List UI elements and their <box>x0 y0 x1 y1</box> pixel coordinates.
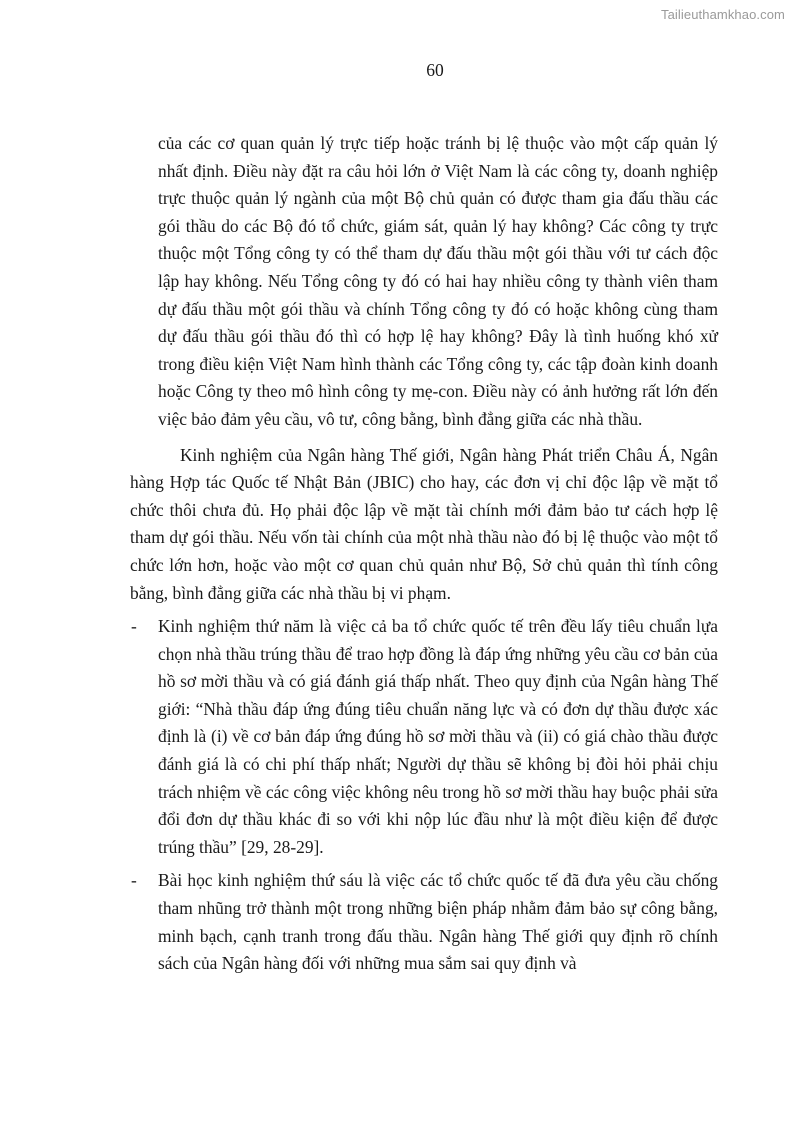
bullet-text: Kinh nghiệm thứ năm là việc cả ba tổ chức quốc tế trên đều lấy tiêu chuẩn lựa chọn nhà thầu trúng thầu để trao hợp đồng là đáp ứng những yêu cầu cơ bản của hồ sơ mời thầu và có giá đánh giá thấp nhất. Theo quy định của Ngân hàng Thế giới: “Nhà thầu đáp ứng đúng tiêu chuẩn năng lực và có đơn dự thầu được xác định là (i) về cơ bản đáp ứng đúng hồ sơ mời thầu và (ii) có giá chào thầu được đánh giá là có chi phí thấp nhất; Người dự thầu sẽ không bị đòi hỏi phải chịu trách nhiệm về các công việc không nêu trong hồ sơ mời thầu hay buộc phải sửa đổi đơn dự thầu khác đi so với khi nộp lúc đầu như là một điều kiện để được trúng thầu” [29, 28-29]. <box>158 616 718 857</box>
bullet-marker: - <box>131 616 137 637</box>
bullet-text: Bài học kinh nghiệm thứ sáu là việc các tổ chức quốc tế đã đưa yêu cầu chống tham nhũng trở thành một trong những biện pháp nhằm đảm bảo sự công bằng, minh bạch, cạnh tranh trong đấu thầu. Ngân hàng Thế giới quy định rõ chính sách của Ngân hàng đối với những mua sắm sai quy định và <box>158 870 718 974</box>
page-number: 60 <box>426 60 444 80</box>
document-body <box>130 130 718 978</box>
paragraph-experience-independence: Kinh nghiệm của Ngân hàng Thế giới, Ngân hàng Phát triển Châu Á, Ngân hàng Hợp tác Quốc tế Nhật Bản (JBIC) cho hay, các đơn vị chỉ độc lập về mặt tổ chức thôi chưa đủ. Họ phải độc lập về mặt tài chính mới đảm bảo tư cách hợp lệ tham dự gói thầu. Nếu vốn tài chính của một nhà thầu nào đó bị lệ thuộc vào một tổ chức lớn hơn, hoặc vào một cơ quan chủ quản như Bộ, Sở chủ quản thì tính công bằng, bình đẳng giữa các nhà thầu bị vi phạm. <box>130 444 718 603</box>
bullet-marker: - <box>131 870 137 891</box>
watermark: Tailieuthamkhao.com <box>660 7 785 22</box>
bullet-item-sixth-lesson <box>130 867 718 977</box>
bullet-item-fifth-lesson <box>130 613 718 861</box>
paragraph-continuation: của các cơ quan quản lý trực tiếp hoặc tránh bị lệ thuộc vào một cấp quản lý nhất định. Điều này đặt ra câu hỏi lớn ở Việt Nam là các công ty, doanh nghiệp trực thuộc quản lý ngành của một Bộ chủ quản có được tham gia đấu thầu các gói thầu do các Bộ đó tổ chức, giám sát, quản lý hay không? Các công ty trực thuộc một Tổng công ty có thể tham dự đấu thầu một gói thầu với tư cách độc lập hay không. Nếu Tổng công ty đó có hai hay nhiều công ty thành viên tham dự đấu thầu một gói thầu và chính Tổng công ty đó có hoặc không cùng tham dự đấu thầu gói thầu đó thì có hợp lệ hay không? Đây là tình huống khó xử trong điều kiện Việt Nam hình thành các Tổng công ty, các tập đoàn kinh doanh hoặc Công ty theo mô hình công ty mẹ-con. Điều này có ảnh hưởng rất lớn đến việc bảo đảm yêu cầu, vô tư, công bằng, bình đẳng giữa các nhà thầu. <box>158 133 718 429</box>
